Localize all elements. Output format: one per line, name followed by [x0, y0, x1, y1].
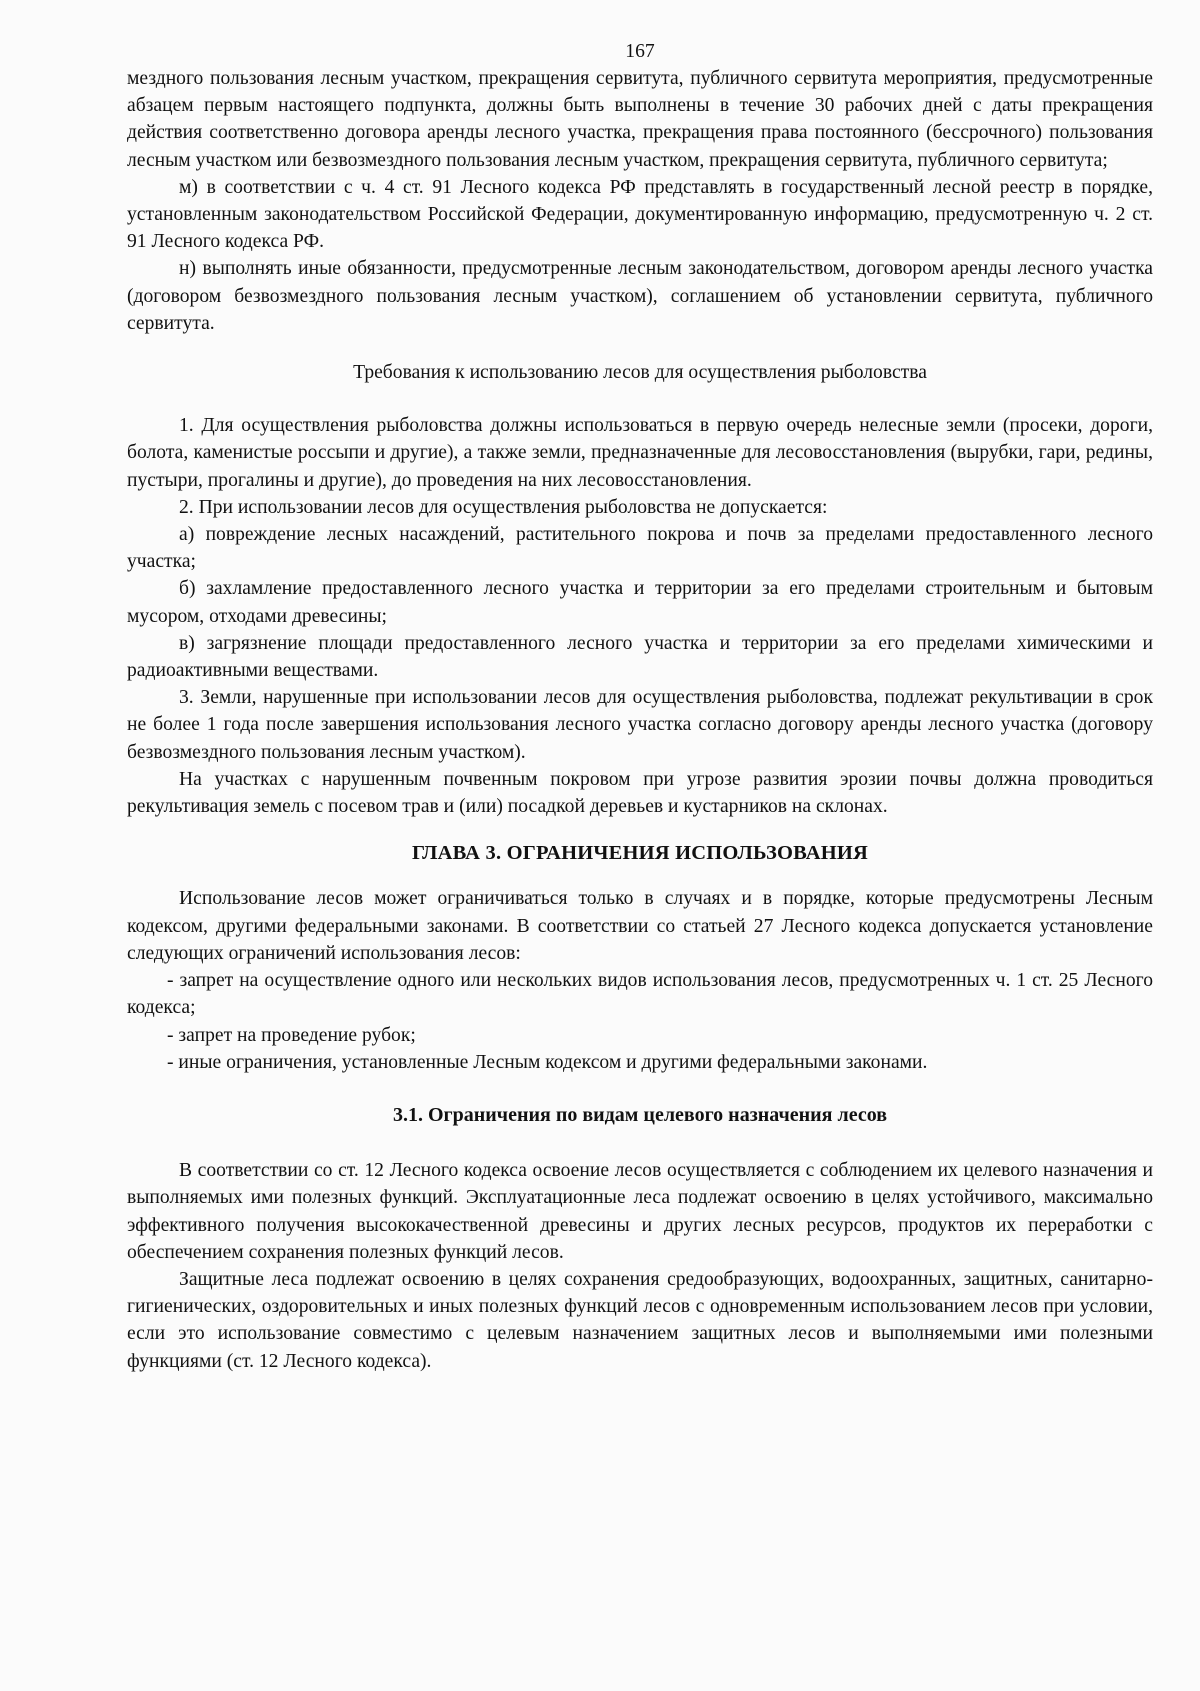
item-m: м) в соответствии с ч. 4 ст. 91 Лесного кодекса РФ представлять в государственный лесной реестр в порядке, установленным законодательством Российской Федерации, документированную информацию, предусмотренную ч. 2 ст. 91 Лесного кодекса РФ.: [127, 176, 1153, 253]
page-content: [127, 38, 1153, 1375]
fishing-paragraph-4: На участках с нарушенным почвенным покровом при угрозе развития эрозии почвы должна проводиться рекультивация земель с посевом трав и (или) посадкой деревьев и кустарников на склонах.: [127, 768, 1153, 818]
restriction-bullet-1: - запрет на осуществление одного или нескольких видов использования лесов, предусмотренных ч. 1 ст. 25 Лесного кодекса;: [127, 970, 1153, 1019]
fishing-item-b: б) захламление предоставленного лесного участка и территории за его пределами строительным и бытовым мусором, отходами древесины;: [127, 578, 1153, 627]
fishing-section-title: Требования к использованию лесов для осуществления рыболовства: [353, 362, 927, 384]
fishing-paragraph-2: 2. При использовании лесов для осуществления рыболовства не допускается:: [179, 496, 828, 518]
restriction-bullet-2: - запрет на проведение рубок;: [167, 1024, 416, 1046]
restriction-bullet-3: - иные ограничения, установленные Лесным кодексом и другими федеральными законами.: [167, 1051, 928, 1073]
chapter-3-paragraph: Использование лесов может ограничиваться только в случаях и в порядке, которые предусмотрены Лесным кодексом, другими федеральными законами. В соответствии со статьей 27 Лесного кодекса допускается установление следующих ограничений использования лесов:: [127, 888, 1153, 964]
fishing-item-a: а) повреждение лесных насаждений, растительного покрова и почв за пределами предоставленного лесного участка;: [127, 524, 1153, 573]
fishing-item-v: в) загрязнение площади предоставленного лесного участка и территории за его пределами химическими и радиоактивными веществами.: [127, 632, 1153, 682]
section-3-1-title: 3.1. Ограничения по видам целевого назначения лесов: [393, 1103, 887, 1126]
section-3-1-paragraph-2: Защитные леса подлежат освоению в целях сохранения средообразующих, водоохранных, защитных, санитарно-гигиенических, оздоровительных и иных полезных функций лесов с одновременным использованием лесов при условии, если это использование совместимо с целевым назначением защитных лесов и выполняемыми ими полезными функциями (ст. 12 Лесного кодекса).: [127, 1268, 1153, 1372]
section-3-1-paragraph-1: В соответствии со ст. 12 Лесного кодекса освоение лесов осуществляется с соблюдением их целевого назначения и выполняемых ими полезных функций. Эксплуатационные леса подлежат освоению в целях устойчивого, максимально эффективного получения высококачественной древесины и других лесных ресурсов, продуктов их переработки с обеспечением сохранения полезных функций лесов.: [127, 1160, 1153, 1263]
fishing-paragraph-1: 1. Для осуществления рыболовства должны использоваться в первую очередь нелесные земли (просеки, дороги, болота, каменистые россыпи и другие), а также земли, предназначенные для лесовосстановления (вырубки, гари, редины, пустыри, прогалины и другие), до проведения на них лесовосстановления.: [127, 415, 1153, 491]
page-number: 167: [625, 41, 655, 62]
item-n: н) выполнять иные обязанности, предусмотренные лесным законодательством, договором аренды лесного участка (договором безвозмездного пользования лесным участком), соглашением об установлении сервитута, публичного сервитута.: [127, 258, 1153, 334]
chapter-3-title: ГЛАВА 3. ОГРАНИЧЕНИЯ ИСПОЛЬЗОВАНИЯ: [411, 842, 869, 865]
continuation-paragraph: мездного пользования лесным участком, прекращения сервитута, публичного сервитута мероприятия, предусмотренные абзацем первым настоящего подпункта, должны быть выполнены в течение 30 рабочих дней с даты прекращения действия соответственно договора аренды лесного участка, прекращения права постоянного (бессрочного) пользования лесным участком или безвозмездного пользования лесным участком, прекращения сервитута, публичного сервитута;: [127, 68, 1153, 171]
fishing-paragraph-3: 3. Земли, нарушенные при использовании лесов для осуществления рыболовства, подлежат рекультивации в срок не более 1 года после завершения использования лесного участка согласно договору аренды лесного участка (договору безвозмездного пользования лесным участком).: [127, 687, 1153, 763]
